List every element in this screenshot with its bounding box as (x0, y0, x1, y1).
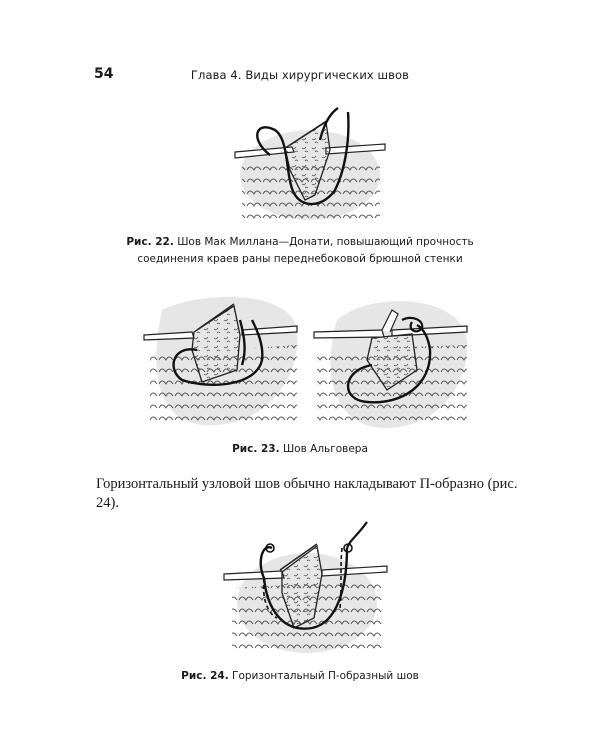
figure-22-illustration (230, 100, 390, 220)
figure-24-caption-text: Горизонтальный П-образный шов (232, 670, 419, 682)
figure-24-caption (0, 668, 600, 685)
figure-22-caption (0, 234, 600, 268)
figure-22-caption-text: Шов Мак Миллана—Донати, повышающий прочность (177, 236, 474, 248)
figure-24-label: Рис. 24. (181, 670, 229, 682)
figure-22-caption-line1 (0, 234, 600, 251)
figure-24-illustration (222, 518, 392, 658)
chapter-title: Глава 4. Виды хирургических швов (190, 68, 410, 82)
figure-23-illustration-right (312, 290, 472, 430)
figure-23-illustration-left (142, 290, 302, 430)
figure-23-caption-text: Шов Альговера (282, 443, 368, 455)
page-number: 54 (94, 66, 114, 82)
figure-23-label: Рис. 23. (232, 443, 280, 455)
figure-23-caption (0, 441, 600, 458)
body-paragraph: Горизонтальный узловой шов обычно накладывают П-образно (рис. 24). (96, 476, 518, 511)
figure-22-caption-line2: соединения краев раны переднебоковой брюшной стенки (137, 253, 463, 265)
figure-22-label: Рис. 22. (126, 236, 174, 248)
